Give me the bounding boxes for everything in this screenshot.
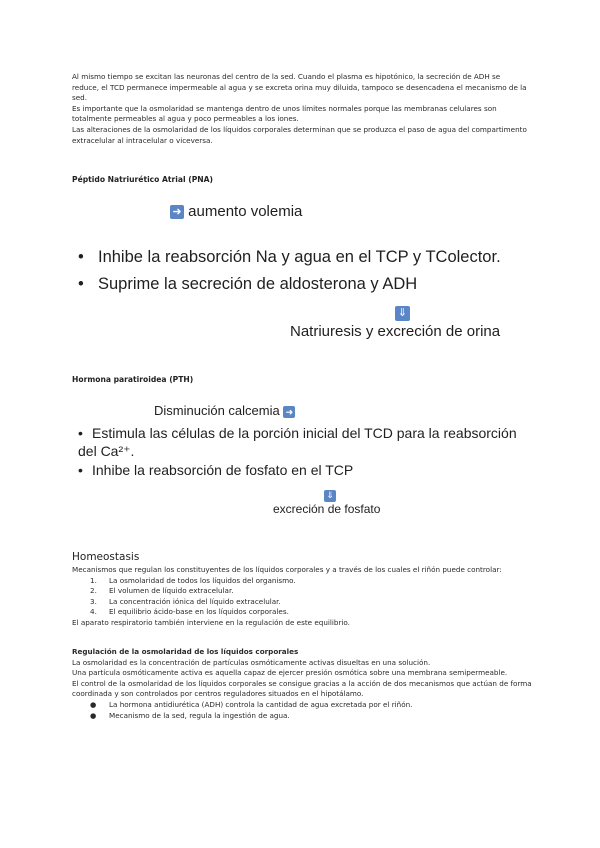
pth-result: excreción de fosfato — [273, 502, 381, 516]
osmo-list — [72, 700, 532, 721]
list-item: ● La hormona antidiurética (ADH) controla la cantidad de agua excretada por el riñón. — [90, 699, 413, 709]
homeostasis-list — [72, 576, 532, 618]
pth-heading: Hormona paratiroidea (PTH) — [72, 375, 194, 384]
right-arrow-icon: ➜ — [170, 205, 184, 219]
list-item: 3. La concentración iónica del líquido extracelular. — [90, 596, 281, 606]
osmo-paragraph-2: Una partícula osmóticamente activa es aquella capaz de ejercer presión osmótica sobre una membrana semipermeable. — [72, 668, 508, 678]
bullet-dot: • — [78, 425, 83, 441]
homeostasis-body — [72, 565, 532, 629]
down-arrow-icon: ⇓ — [324, 485, 336, 504]
homeostasis-title: Homeostasis — [72, 551, 140, 563]
bullet-dot: • — [78, 462, 83, 478]
pna-result: Natriuresis y excreción de orina — [290, 323, 501, 340]
osmo-paragraph-3: El control de la osmolaridad de los líquidos corporales se consigue gracias a la acción de dos mecanismos que actúan de forma coordinada y son controlados por centros reguladores situados en el hipotálamo. — [72, 678, 532, 699]
pna-heading: Péptido Natriurético Atrial (PNA) — [72, 175, 213, 184]
pth-trigger: Disminución calcemia — [154, 403, 280, 418]
intro-text — [72, 72, 528, 146]
pna-bullet-1: • Inhibe la reabsorción Na y agua en el TCP y TColector. — [78, 248, 501, 266]
pth-trigger-line — [154, 403, 295, 418]
pna-effect: aumento volemia — [188, 203, 303, 220]
right-arrow-icon: ➜ — [283, 406, 295, 418]
intro-paragraph-1: Al mismo tiempo se excitan las neuronas del centro de la sed. Cuando el plasma es hipotónico, la secreción de ADH se reduce, el TCD permanece impermeable al agua y se excreta orina muy diluida, tampoco se desencadena el mecanismo de la sed. — [72, 72, 527, 103]
list-item: 2. El volumen de líquido extracelular. — [90, 586, 234, 596]
homeostasis-note: El aparato respiratorio también interviene en la regulación de este equilibrio. — [72, 617, 350, 627]
osmo-body — [72, 647, 532, 721]
pna-effect-line — [170, 203, 302, 220]
list-item: ● Mecanismo de la sed, regula la ingestión de agua. — [90, 710, 290, 720]
pna-bullet-2: • Suprime la secreción de aldosterona y ADH — [78, 275, 418, 293]
osmo-paragraph-1: La osmolaridad es la concentración de partículas osmóticamente activas disueltas en una solución. — [72, 657, 431, 667]
bullet-dot: • — [78, 275, 84, 293]
list-item: 4. El equilibrio ácido-base en los líquidos corporales. — [90, 607, 289, 617]
intro-paragraph-3: Las alteraciones de la osmolaridad de los líquidos corporales determinan que se produzca el paso de agua del compartimento extracelular al intracelular o viceversa. — [72, 124, 527, 145]
down-arrow-icon: ⇓ — [395, 303, 410, 322]
pth-bullet-2: • Inhibe la reabsorción de fosfato en el TCP — [78, 462, 354, 478]
bullet-dot: • — [78, 248, 84, 266]
pth-bullet-1: • Estimula las células de la porción inicial del TCD para la reabsorción del Ca²⁺. — [78, 425, 517, 459]
list-item: 1. La osmolaridad de todos los líquidos del organismo. — [90, 575, 296, 585]
osmo-heading: Regulación de la osmolaridad de los líquidos corporales — [72, 647, 299, 656]
homeostasis-intro: Mecanismos que regulan los constituyentes de los líquidos corporales y a través de los cuales el riñón puede controlar: — [72, 565, 502, 574]
intro-paragraph-2: Es importante que la osmolaridad se mantenga dentro de unos límites normales porque las membranas celulares son totalmente permeables al agua y poco permeables a los iones. — [72, 103, 497, 124]
